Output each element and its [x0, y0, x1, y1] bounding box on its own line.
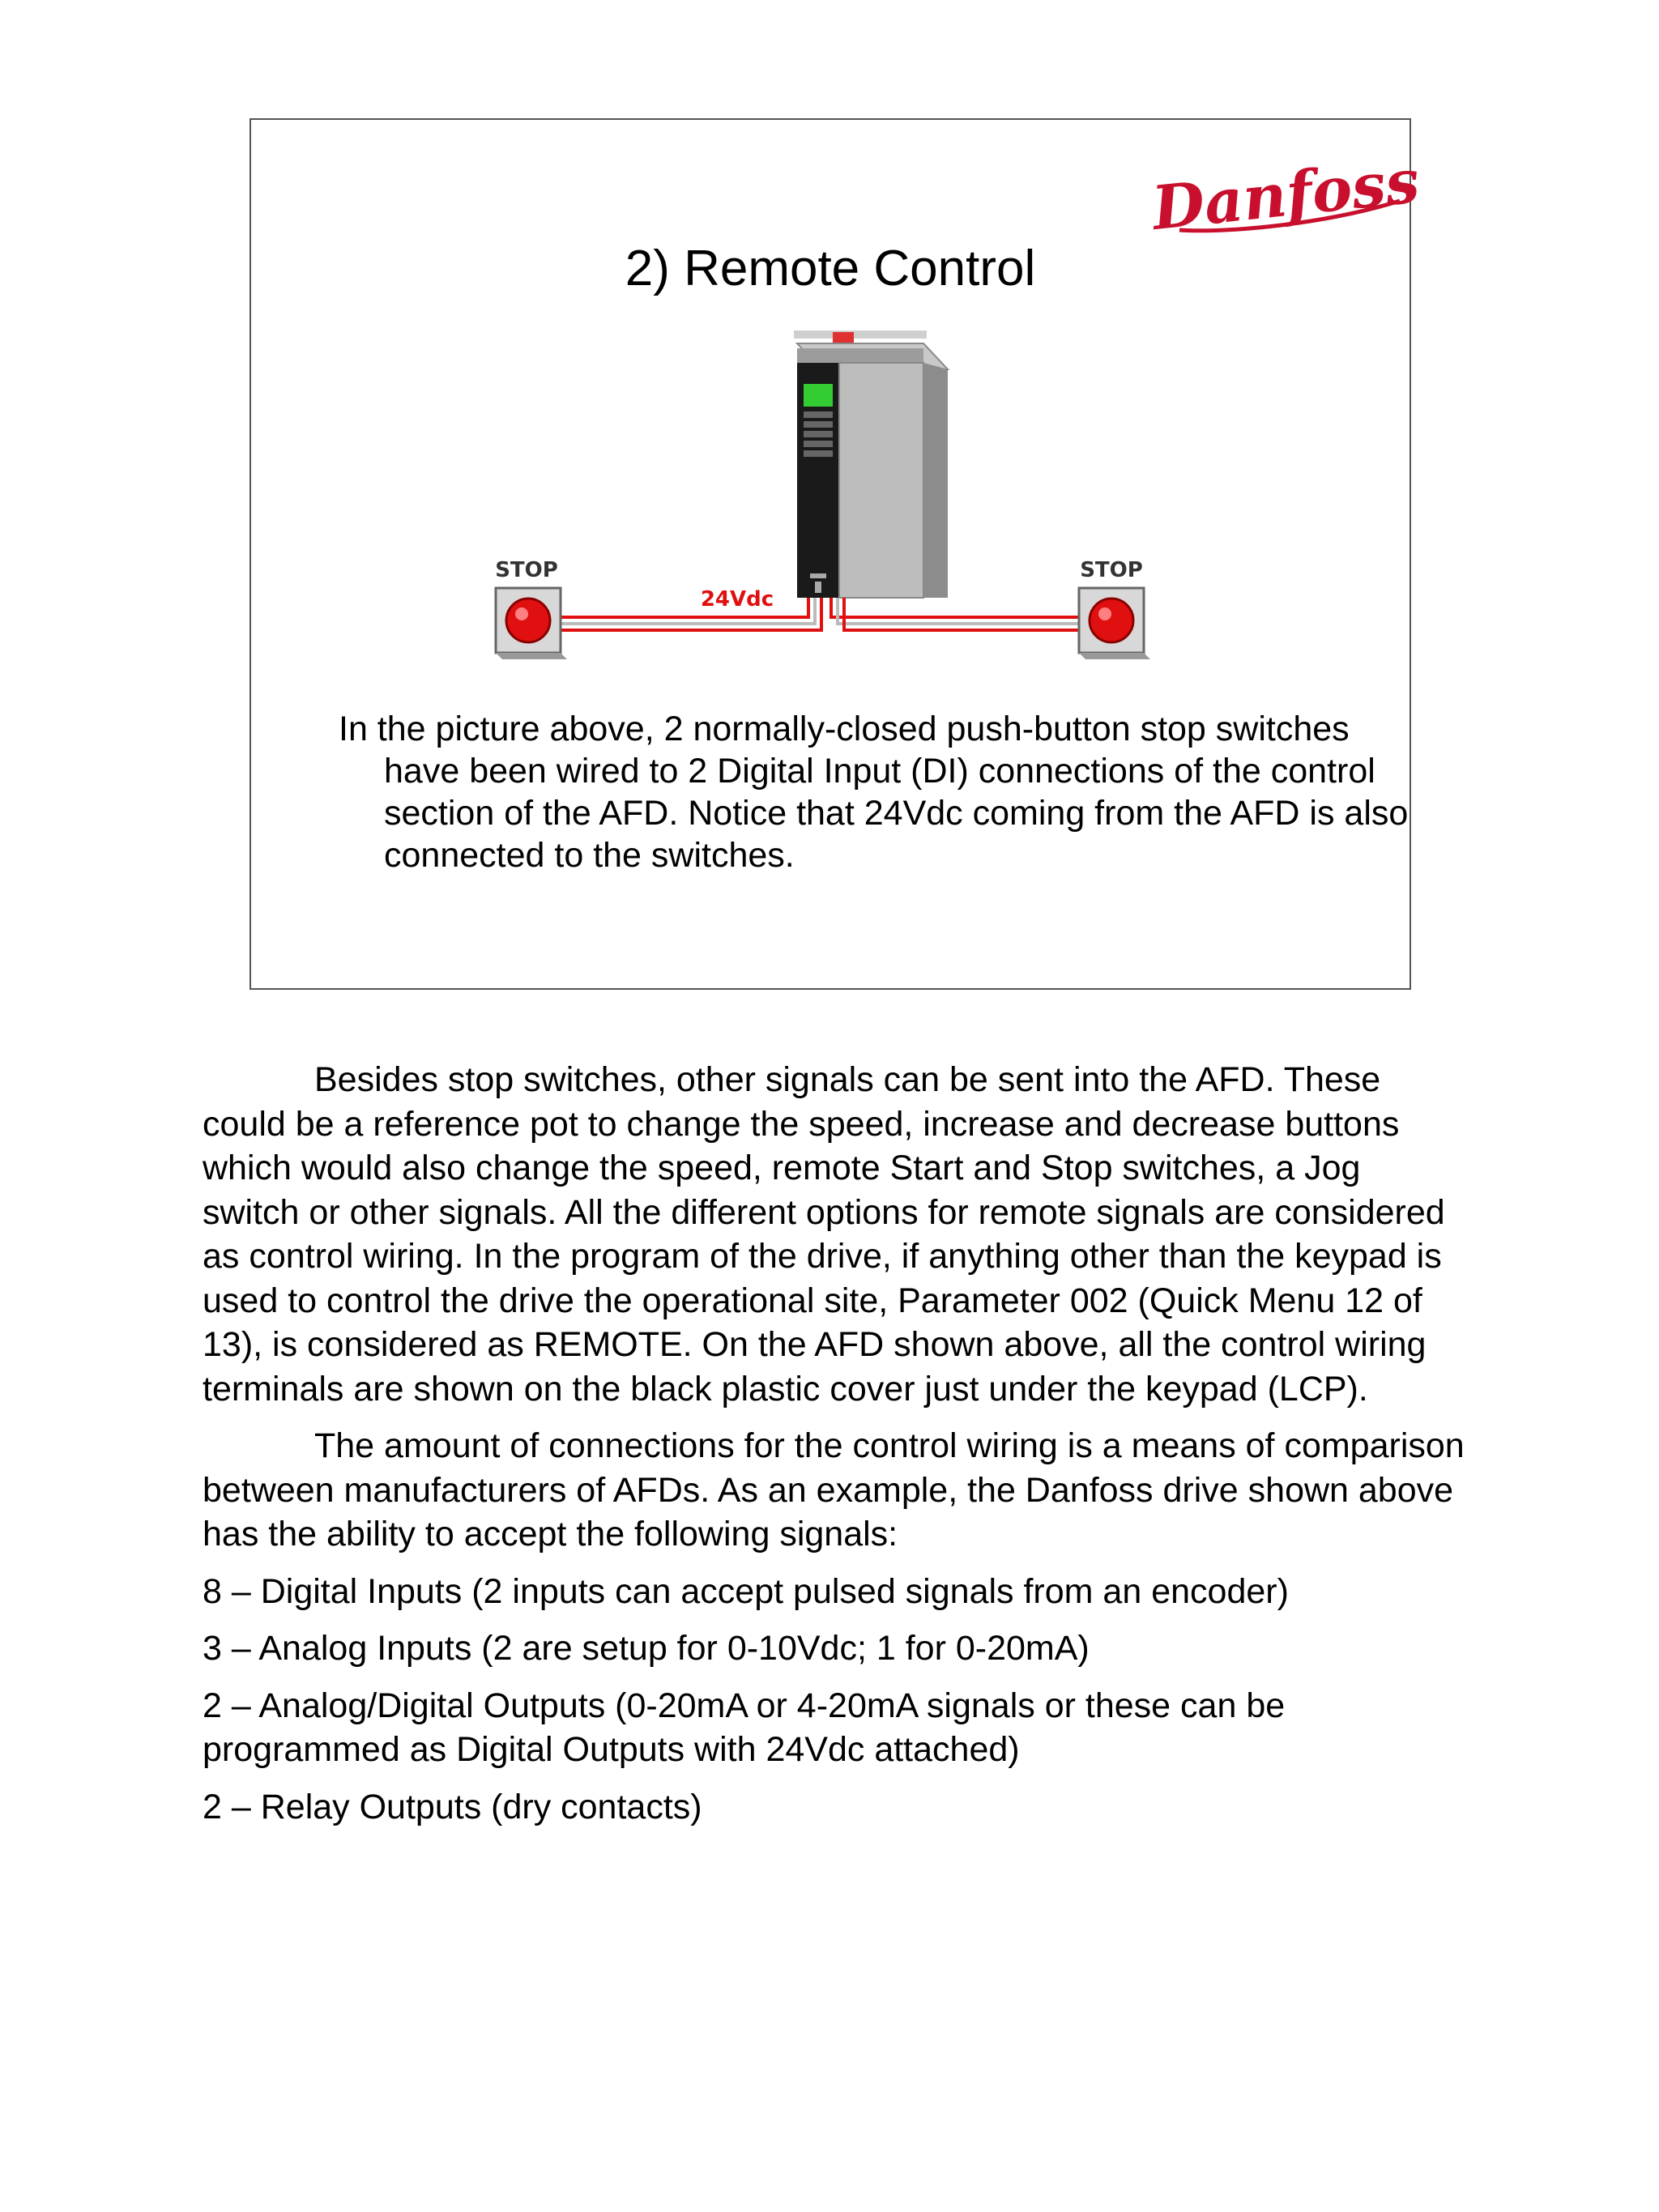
afd-drive — [794, 330, 948, 598]
left-switch-label: STOP — [495, 558, 558, 582]
left-stop-switch — [495, 558, 567, 659]
left-stop-button-red — [506, 599, 550, 642]
voltage-label: 24Vdc — [700, 587, 774, 612]
svg-text:Danfoss: Danfoss — [1149, 147, 1423, 245]
slide-title: 2) Remote Control — [625, 241, 1036, 296]
right-stop-button-red — [1090, 599, 1133, 642]
right-stop-switch — [1079, 558, 1150, 659]
remote-control-diagram — [470, 330, 1166, 671]
signal-item-analog-digital-outputs: 2 – Analog/Digital Outputs (0-20mA or 4-20mA signals or these can be programmed as Digital Outputs with 24Vdc attached) — [203, 1686, 1286, 1769]
signal-item-analog-inputs: 3 – Analog Inputs (2 are setup for 0-10Vdc; 1 for 0-20mA) — [203, 1629, 1090, 1668]
wiring — [541, 598, 1095, 630]
slide-caption: In the picture above, 2 normally-closed push-button stop switches have been wired to 2 Digital Input (DI) connections of the control section of the AFD. Notice that 24Vdc coming from the AFD is also connected to the switches. — [339, 710, 1409, 875]
danfoss-logo — [1149, 147, 1423, 245]
slide-panel — [249, 118, 1423, 990]
lcd-screen — [804, 384, 833, 407]
signal-item-relay-outputs: 2 – Relay Outputs (dry contacts) — [203, 1787, 702, 1826]
right-switch-label: STOP — [1080, 558, 1143, 582]
signal-item-digital-inputs: 8 – Digital Inputs (2 inputs can accept pulsed signals from an encoder) — [203, 1571, 1289, 1611]
paragraph-connections: The amount of connections for the control wiring is a means of comparison between manufacturers of AFDs. As an example, the Danfoss drive shown above has the ability to accept the following signals: — [203, 1426, 1465, 1554]
body-text — [203, 1058, 1466, 1842]
paragraph-control-wiring: Besides stop switches, other signals can be sent into the AFD. These could be a reference pot to change the speed, increase and decrease buttons which would also change the speed, remote Start and Stop switches, a Jog switch or other signals. All the different options for remote signals are considered as control wiring. In the program of the drive, if anything other than the keypad is used to control the drive the operational site, Parameter 002 (Quick Menu 12 of 13), is considered as REMOTE. On the AFD shown above, all the control wiring terminals are shown on the black plastic cover just under the keypad (LCP). — [203, 1060, 1445, 1409]
